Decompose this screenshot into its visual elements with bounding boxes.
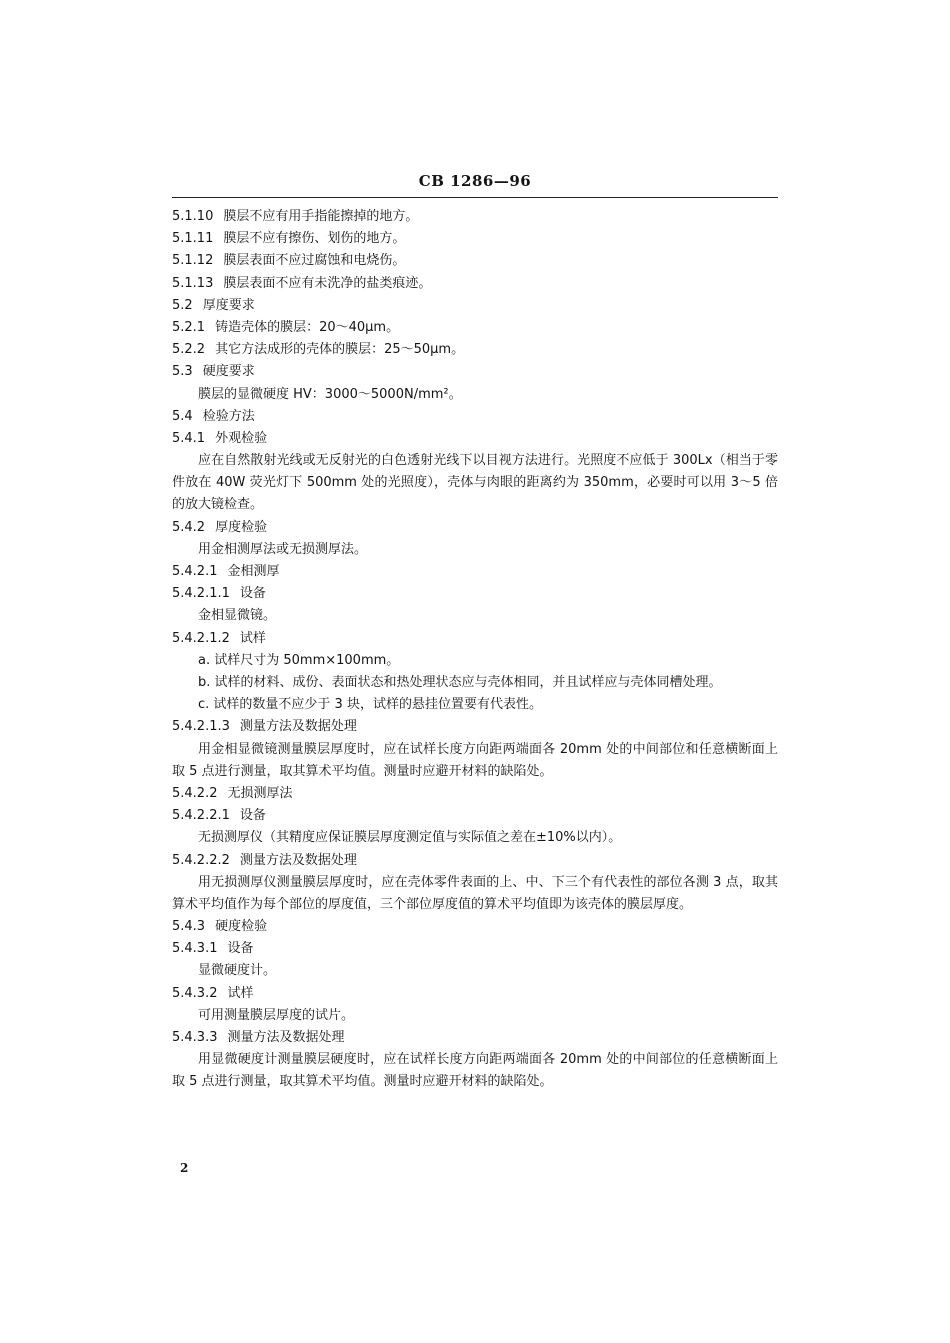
section-number: 5.4.1 <box>172 430 206 446</box>
line-text: 厚度检验 <box>215 519 268 535</box>
line-text: a. 试样尺寸为 50mm×100mm。 <box>198 652 400 668</box>
line-text: 无损测厚法 <box>227 785 293 801</box>
line-text: 试样 <box>227 985 254 1001</box>
section-number: 5.2.2 <box>172 342 206 358</box>
line-text: c. 试样的数量不应少于 3 块，试样的悬挂位置要有代表性。 <box>198 697 542 713</box>
page-number: 2 <box>180 1161 189 1175</box>
section-heading <box>172 361 778 383</box>
body-text-line <box>172 827 778 849</box>
section-number: 5.4.3.2 <box>172 985 218 1001</box>
line-text: 设备 <box>239 808 266 824</box>
line-text: 测量方法及数据处理 <box>239 852 357 868</box>
body-text-line <box>172 1005 778 1027</box>
line-text: 设备 <box>239 586 266 602</box>
section-number: 5.4.3 <box>172 919 206 935</box>
body-text-line <box>172 384 778 406</box>
line-text: 厚度要求 <box>202 297 255 313</box>
section-number: 5.1.10 <box>172 209 214 224</box>
line-text: 铸造壳体的膜层：20～40μm。 <box>215 319 400 335</box>
section-number: 5.4.2.1.2 <box>172 630 230 646</box>
section-number: 5.1.11 <box>172 231 214 247</box>
body-text-line <box>172 694 778 716</box>
line-text: 金相测厚 <box>227 564 280 580</box>
paragraph <box>172 872 778 916</box>
paragraph <box>172 1049 778 1093</box>
line-text: 用显微硬度计测量膜层硬度时，应在试样长度方向距两端面各 20mm 处的中间部位的任意横断面上取 5 点进行测量，取其算术平均值。测量时应避开材料的缺陷处。 <box>172 1052 778 1090</box>
line-text: 外观检验 <box>215 430 268 446</box>
line-text: 硬度要求 <box>202 364 255 380</box>
body-text-line <box>172 960 778 982</box>
line-text: 膜层表面不应过腐蚀和电烧伤。 <box>223 253 406 269</box>
section-heading <box>172 1027 778 1049</box>
line-text: 无损测厚仪（其精度应保证膜层厚度测定值与实际值之差在±10%以内）。 <box>198 830 622 846</box>
line-text: 金相显微镜。 <box>198 608 277 624</box>
document-body <box>172 206 778 1094</box>
section-number: 5.4.3.1 <box>172 941 218 957</box>
line-text: 用金相显微镜测量膜层厚度时，应在试样长度方向距两端面各 20mm 处的中间部位和任意横断面上取 5 点进行测量，取其算术平均值。测量时应避开材料的缺陷处。 <box>172 741 778 779</box>
section-heading <box>172 583 778 605</box>
section-number: 5.4 <box>172 408 193 424</box>
section-heading <box>172 850 778 872</box>
section-number: 5.4.2.2.2 <box>172 852 230 868</box>
line-text: 设备 <box>227 941 254 957</box>
section-number: 5.4.2.2.1 <box>172 808 230 824</box>
section-number: 5.4.3.3 <box>172 1030 218 1046</box>
section-number: 5.1.13 <box>172 275 214 291</box>
page-header-title: CB 1286—96 <box>418 172 532 190</box>
line-text: b. 试样的材料、成份、表面状态和热处理状态应与壳体相同，并且试样应与壳体同槽处理。 <box>198 674 722 690</box>
line-text: 应在自然散射光线或无反射光的白色透射光线下以目视方法进行。光照度不应低于 300Lx（相当于零件放在 40W 荧光灯下 500mm 处的光照度），壳体与肉眼的距离约为 350mm，必要时可以用 3～5 倍的放大镜检查。 <box>172 453 778 513</box>
line-text: 试样 <box>239 630 266 646</box>
section-heading <box>172 295 778 317</box>
section-heading <box>172 983 778 1005</box>
line-text: 可用测量膜层厚度的试片。 <box>198 1007 355 1023</box>
line-text: 测量方法及数据处理 <box>227 1030 345 1046</box>
section-heading <box>172 916 778 938</box>
line-text: 用金相测厚法或无损测厚法。 <box>198 541 368 557</box>
section-heading <box>172 406 778 428</box>
line-text: 检验方法 <box>202 408 255 424</box>
line-text: 膜层表面不应有未洗净的盐类痕迹。 <box>223 275 432 291</box>
section-number: 5.4.2 <box>172 519 206 535</box>
line-text: 膜层不应有擦伤、划伤的地方。 <box>223 231 406 247</box>
section-number: 5.2.1 <box>172 319 206 335</box>
section-number: 5.4.2.1 <box>172 564 218 580</box>
section-heading <box>172 628 778 650</box>
section-number: 5.4.2.1.1 <box>172 586 230 602</box>
line-text: 膜层不应有用手指能擦掉的地方。 <box>223 209 419 224</box>
paragraph <box>172 450 778 517</box>
body-text-line <box>172 605 778 627</box>
header-rule <box>172 197 778 198</box>
section-heading <box>172 317 778 339</box>
section-number: 5.3 <box>172 364 193 380</box>
line-text: 其它方法成形的壳体的膜层：25～50μm。 <box>215 342 465 358</box>
line-text: 硬度检验 <box>215 919 268 935</box>
section-number: 5.1.12 <box>172 253 214 269</box>
section-heading <box>172 206 778 228</box>
section-number: 5.2 <box>172 297 193 313</box>
paragraph <box>172 739 778 783</box>
line-text: 测量方法及数据处理 <box>239 719 357 735</box>
section-heading <box>172 250 778 272</box>
section-number: 5.4.2.2 <box>172 785 218 801</box>
line-text: 膜层的显微硬度 HV：3000～5000N/mm²。 <box>198 386 462 402</box>
section-heading <box>172 783 778 805</box>
section-heading <box>172 805 778 827</box>
section-heading <box>172 561 778 583</box>
body-text-line <box>172 650 778 672</box>
line-text: 用无损测厚仪测量膜层厚度时，应在壳体零件表面的上、中、下三个有代表性的部位各测 3 点，取其算术平均值作为每个部位的厚度值，三个部位厚度值的算术平均值即为该壳体的膜层厚度。 <box>172 874 778 912</box>
body-text-line <box>172 672 778 694</box>
section-heading <box>172 428 778 450</box>
section-heading <box>172 716 778 738</box>
section-heading <box>172 339 778 361</box>
section-number: 5.4.2.1.3 <box>172 719 230 735</box>
section-heading <box>172 938 778 960</box>
section-heading <box>172 228 778 250</box>
section-heading <box>172 517 778 539</box>
section-heading <box>172 273 778 295</box>
body-text-line <box>172 539 778 561</box>
line-text: 显微硬度计。 <box>198 963 277 979</box>
